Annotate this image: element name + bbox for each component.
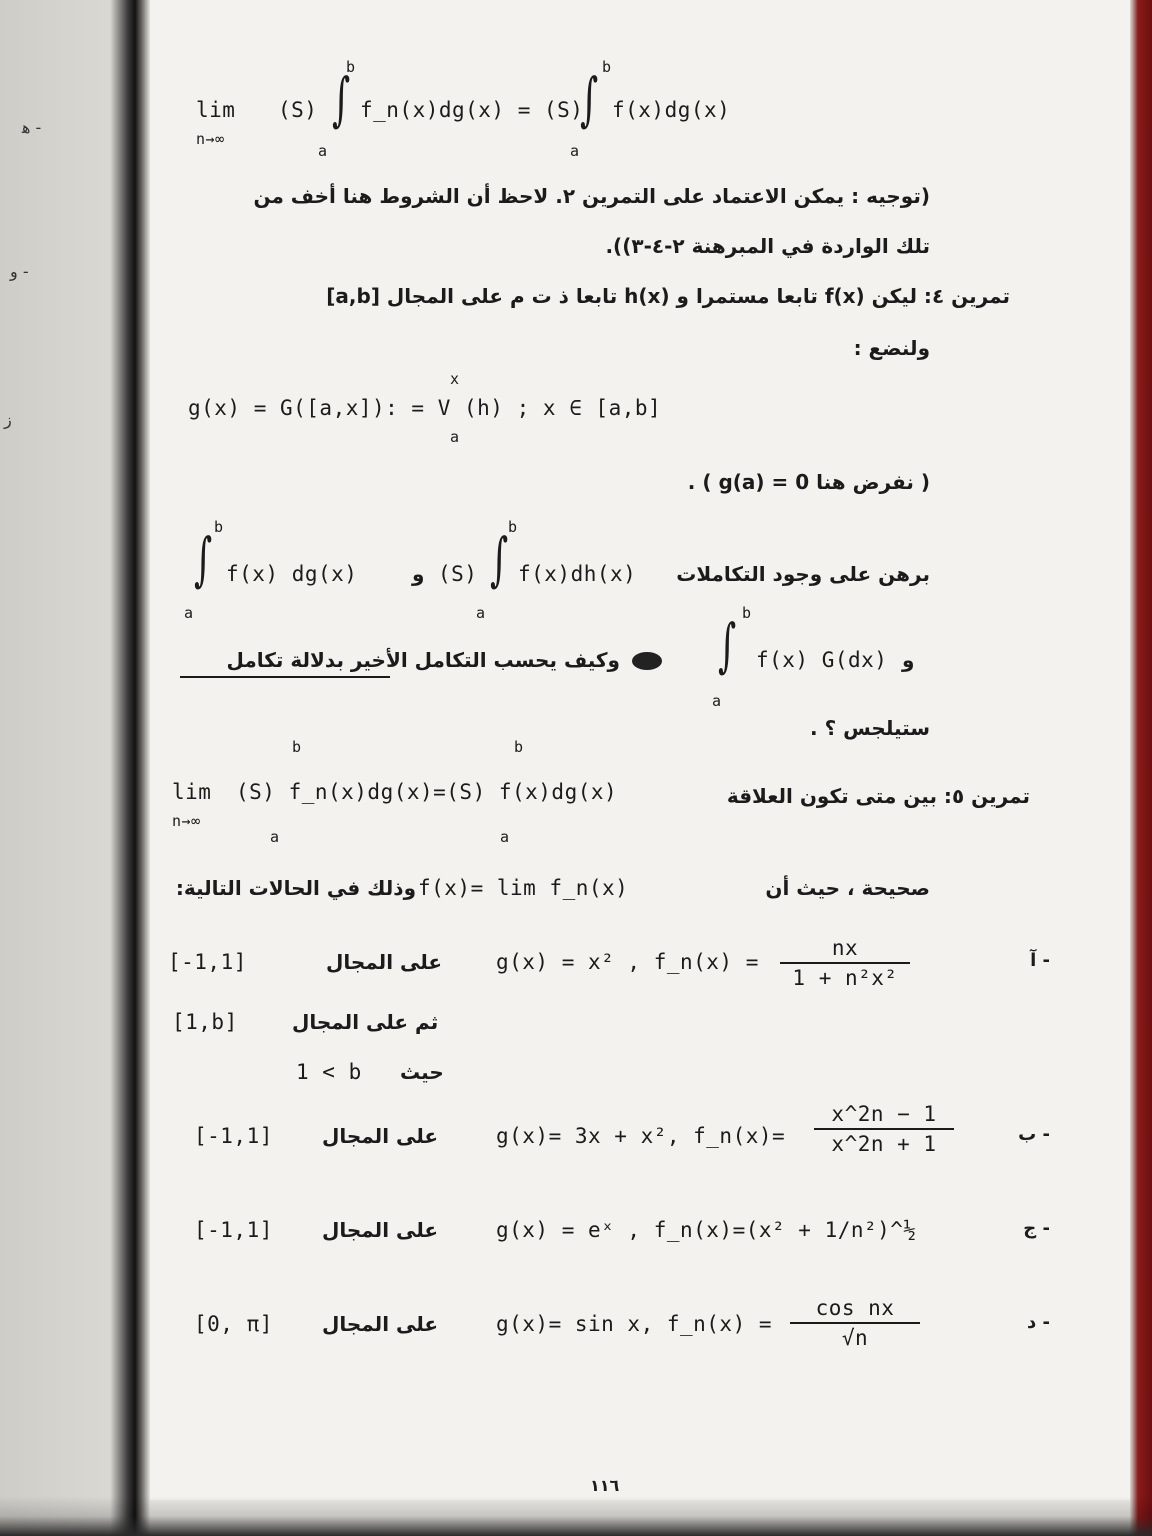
integral-sign-icon: ∫ <box>718 611 737 679</box>
case-fraction <box>790 1296 920 1350</box>
lower-limit: a <box>712 692 722 710</box>
integral-sign-icon: ∫ <box>194 525 213 593</box>
margin-mark-z: ز <box>4 410 12 429</box>
conj-and: و <box>902 648 915 672</box>
fraction-denominator: √n <box>841 1326 869 1350</box>
case-domain-text: على المجال <box>322 1218 439 1242</box>
case-fraction <box>814 1102 954 1156</box>
limit-definition: f(x)= lim f_n(x) <box>418 876 629 900</box>
lower-limit: a <box>476 604 486 622</box>
hint-line-2: تلك الواردة في المبرهنة ٢-٤-٣)). <box>605 234 930 258</box>
case-label: ج - <box>1023 1218 1050 1239</box>
case-g: g(x)= sin x, f_n(x) = <box>496 1312 773 1336</box>
case-domain-text: على المجال <box>326 950 443 974</box>
lim-subscript: n→∞ <box>196 130 225 148</box>
integral-1: f(x) dg(x) <box>226 562 358 586</box>
case-interval: [-1,1] <box>194 1218 273 1242</box>
page-number: ١١٦ <box>590 1476 620 1495</box>
g-definition: g(x) = G([a,x]): = V (h) ; x ∈ [a,b] <box>188 396 662 420</box>
case-domain-text: حيث <box>400 1060 444 1084</box>
lower-limit: a <box>184 604 194 622</box>
relation: (S) f_n(x)dg(x)=(S) f(x)dg(x) <box>236 780 618 804</box>
exercise-5-intro: تمرين ٥: بين متى تكون العلاقة <box>726 784 1030 808</box>
hint-line-1: (توجيه : يمكن الاعتماد على التمرين ٢. لاحظ أن الشروط هنا أخف من <box>253 184 930 208</box>
rule-line <box>180 676 390 678</box>
fraction-numerator: x^2n − 1 <box>831 1102 937 1126</box>
book-cover-edge <box>1130 0 1152 1536</box>
integral-sign-icon: ∫ <box>490 525 509 593</box>
case-interval: [0, π] <box>194 1312 273 1336</box>
fraction-denominator: 1 + n²x² <box>792 966 898 990</box>
upper-limit: b <box>514 738 524 756</box>
fraction-bar <box>814 1128 954 1130</box>
lower-limit: a <box>570 142 580 160</box>
case-interval: [1,b] <box>172 1010 238 1034</box>
margin-mark-h: ﻫ - <box>22 118 42 137</box>
exercise-4-let: ولنضع : <box>853 336 930 360</box>
ink-blot <box>632 652 662 670</box>
case-fraction <box>780 936 910 990</box>
upper-limit: b <box>214 518 224 536</box>
how-text: وكيف يحسب التكامل الأخير بدلالة تكامل <box>226 648 620 672</box>
margin-mark-w: و - <box>10 262 29 281</box>
case-label: د - <box>1027 1312 1050 1333</box>
case-domain-text: على المجال <box>322 1124 439 1148</box>
def-upper: x <box>450 370 460 388</box>
conj-and: و <box>412 562 425 586</box>
case-g: g(x) = eˣ , f_n(x)=(x² + 1/n²)^½ <box>496 1218 917 1242</box>
lim-label: lim <box>196 98 236 122</box>
correct-text: صحيحة ، حيث أن <box>765 876 930 900</box>
integral-2-S: (S) <box>438 562 478 586</box>
upper-limit: b <box>742 604 752 622</box>
case-interval: [-1,1] <box>194 1124 273 1148</box>
upper-limit: b <box>346 58 356 76</box>
upper-limit: b <box>292 738 302 756</box>
fraction-numerator: cos nx <box>815 1296 895 1320</box>
document-page <box>150 0 1130 1500</box>
upper-limit: b <box>602 58 612 76</box>
integral-sign-icon: ∫ <box>332 65 351 133</box>
fraction-denominator: x^2n + 1 <box>831 1132 937 1156</box>
lim-label: lim <box>172 780 212 804</box>
lim-subscript: n→∞ <box>172 812 201 830</box>
case-label: ب - <box>1018 1124 1050 1145</box>
integral-sign-icon: ∫ <box>580 65 599 133</box>
assumption: ( نفرض هنا 0 = g(a) ) . <box>687 470 930 494</box>
lower-limit: a <box>270 828 280 846</box>
page-bottom-shadow <box>0 1496 1152 1536</box>
lower-limit: a <box>318 142 328 160</box>
upper-limit: b <box>508 518 518 536</box>
lhs-integrand: f_n(x)dg(x) = (S) <box>360 98 584 122</box>
integral-2: f(x)dh(x) <box>518 562 637 586</box>
def-lower: a <box>450 428 460 446</box>
case-interval: [-1,1] <box>168 950 247 974</box>
fraction-bar <box>790 1322 920 1324</box>
stieltjes-question: ستيلجس ؟ . <box>810 716 930 740</box>
lower-limit: a <box>500 828 510 846</box>
rhs-integrand: f(x)dg(x) <box>612 98 731 122</box>
integral-3: f(x) G(dx) <box>756 648 888 672</box>
cases-text: وذلك في الحالات التالية: <box>175 876 416 900</box>
book-gutter <box>0 0 150 1536</box>
case-g: g(x)= 3x + x², f_n(x)= <box>496 1124 786 1148</box>
case-domain-text: على المجال <box>322 1312 439 1336</box>
prove-text: برهن على وجود التكاملات <box>676 562 930 586</box>
lhs-S: (S) <box>278 98 318 122</box>
case-condition: 1 < b <box>296 1060 362 1084</box>
fraction-bar <box>780 962 910 964</box>
case-label: آ - <box>1030 950 1050 971</box>
exercise-4-intro: تمرين ٤: ليكن f(x) تابعا مستمرا و h(x) تابعا ذ ت م على المجال [a,b] <box>326 284 1010 308</box>
case-g: g(x) = x² , f_n(x) = <box>496 950 759 974</box>
fraction-numerator: nx <box>831 936 859 960</box>
case-domain-text: ثم على المجال <box>292 1010 439 1034</box>
